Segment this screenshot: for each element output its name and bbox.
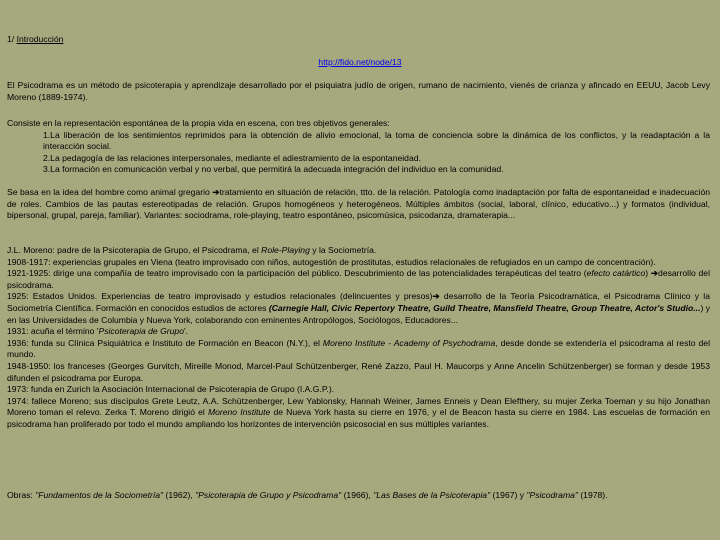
work-title: "Psicoterapia de Grupo y Psicodrama"	[195, 490, 342, 500]
paragraph-objectives	[7, 118, 710, 176]
history-line: 1973: funda en Zurich la Asociación Internacional de Psicoterapia de Grupo (I.A.G.P.).	[7, 384, 335, 395]
history-line: 1921-1925: dirige una compañía de teatro improvisado con la participación del público. Descubrimiento de las potencialidades terapéuticas del teatro (efecto catártico) ➔desarrollo del psicodrama.	[7, 268, 710, 290]
history-line: J.L. Moreno: padre de la Psicoterapia de Grupo, el Psicodrama, el Role-Playing y la Sociometría.	[7, 245, 377, 255]
source-link[interactable]: http://fido.net/node/13	[318, 57, 402, 67]
basis-text-b: tratamiento en situación de relación, ttto. de la relación. Patología como inadaptación por falta de espontaneidad e inadecuación de roles. Cambios de las pautas estereotipadas de relación. Grupos homogéneos y heterogéneos. Múltiples ámbitos (social, laboral, clínico, educativo...) y formatos (individual, bipersonal, grupal, pareja, familiar). Variantes: sociodrama, role-playing, teatro espontáneo, psicomúsica, psicodanza, dramaterapia...	[7, 187, 711, 221]
arrow-right-icon: ➔	[650, 268, 659, 279]
basis-text-a: Se basa en la idea del hombre como animal gregario	[7, 187, 213, 197]
history-line: 1948-1950: los franceses (Georges Gurvitch, Mireille Monod, Marcel-Paul Schützenberger, René Zazzo, Paul H. Maucorps y Anne Ancelin Schützenberger) se forman y desde 1953 difunden el psicodrama por Europa.	[7, 360, 710, 383]
objectives-list	[7, 130, 710, 176]
history-line: 1974: fallece Moreno; sus discípulos Grete Leutz, A.A. Schützenberger, Lew Yablonsky, Hannah Weiner, James Enneis y Dean Elefthery, su mujer Zerka Toeman y su hijo Jonathan Moreno toman el relevo. Zerka T. Moreno dirigió el Moreno Institute de Nueva York hasta su cierre en 1976, y el de Beacon hasta su cierre en 1984. Las escuelas de formación en psicodrama han proliferado por todo el mundo ampliando los horizontes de intervención psicosocial en sus múltiples variantes.	[7, 395, 710, 429]
objective-item: 2.La pedagogía de las relaciones interpersonales, mediante el adiestramiento de la espontaneidad.	[43, 152, 421, 163]
paragraph-works: Obras: "Fundamentos de la Sociometría" (1962), "Psicoterapia de Grupo y Psicodrama" (1966), "Las Bases de la Psicoterapia" (1967) y "Psicodrama" (1978).	[7, 490, 608, 500]
history-line: 1931: acuña el término 'Psicoterapia de Grupo'.	[7, 326, 189, 337]
paragraph-history	[7, 245, 710, 431]
source-link-row	[0, 57, 720, 69]
objectives-intro: Consiste en la representación espontánea de la propia vida en escena, con tres objetivos generales:	[7, 118, 390, 128]
work-title: "Psicodrama"	[526, 490, 578, 500]
objective-item: 1.La liberación de los sentimientos reprimidos para la obtención de alivio emocional, la toma de conciencia sobre la dinámica de los conflictos, y la readaptación a la interacción social.	[43, 129, 710, 152]
history-line: 1908-1917: experiencias grupales en Viena (teatro improvisado con niños, autogestión de prostitutas, estudios relacionales de refugiados en un campo de concentración).	[7, 256, 656, 267]
heading-number: 1/	[7, 34, 17, 44]
history-line: 1925: Estados Unidos. Experiencias de teatro improvisado y estudios relacionales (delincuentes y presos)➔ desarrollo de la Teoría Psicodramática, el Psicodrama Clínico y la Sociometría Científica. Formación en conocidos estudios de actores (Carnegie Hall, Civic Repertory Theatre, Guild Theatre, Mansfield Theatre, Group Theatre, Actor's Studio...) y en las Universidades de Columbia y Nueva York, colaborando con eminentes Antropólogos, Sociólogos, Educadores...	[7, 291, 711, 325]
heading-title: Introducción	[16, 34, 64, 44]
work-title: "Fundamentos de la Sociometría"	[35, 490, 164, 500]
objective-item: 3.La formación en comunicación verbal y no verbal, que permitirá la adecuada integración del individuo en la comunidad.	[43, 164, 504, 175]
section-heading	[7, 34, 63, 46]
paragraph-intro: El Psicodrama es un método de psicoterapia y aprendizaje desarrollado por el psiquiatra judío de origen, rumano de nacimiento, vienés de crianza y afincado en EEUU, Jacob Levy Moreno (1889-1974).	[7, 80, 710, 102]
arrow-right-icon: ➔	[432, 291, 440, 302]
work-title: "Las Bases de la Psicoterapia"	[373, 490, 491, 500]
history-line: 1936: funda su Clínica Psiquiátrica e Instituto de Formación en Beacon (N.Y.), el Moreno Institute - Academy of Psychodrama, desde donde se extendería el psicodrama al resto del mundo.	[7, 337, 710, 360]
arrow-right-icon: ➔	[212, 187, 220, 197]
paragraph-basis	[7, 187, 710, 222]
